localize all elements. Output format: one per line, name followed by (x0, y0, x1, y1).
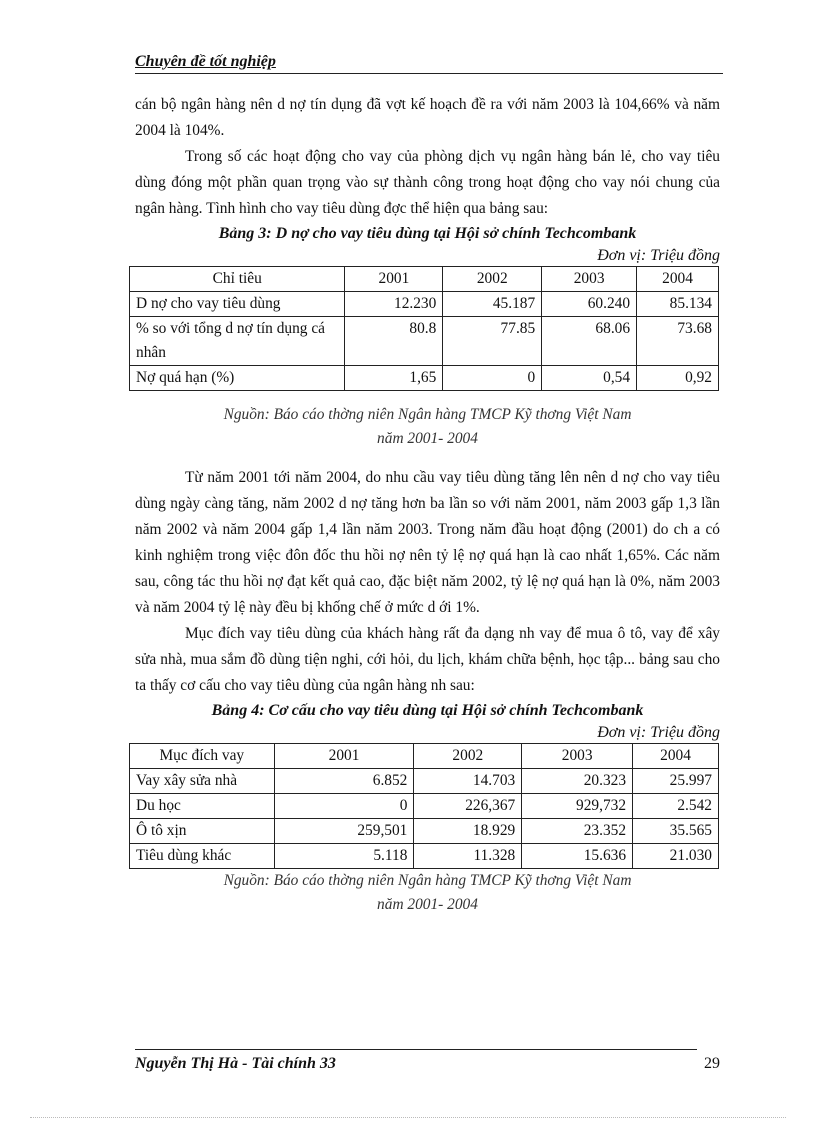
table-header-cell: 2004 (633, 744, 719, 769)
table-header-cell: 2004 (637, 267, 719, 292)
table4-source-years: năm 2001- 2004 (377, 896, 478, 913)
table-row (130, 844, 719, 869)
page-footer (135, 1053, 720, 1075)
table-cell: 12.230 (345, 292, 443, 317)
table-cell: 5.118 (274, 844, 414, 869)
table-cell: 80.8 (345, 317, 443, 366)
table-row (130, 366, 719, 391)
table-cell: 73.68 (637, 317, 719, 366)
table-cell: Nợ quá hạn (%) (130, 366, 345, 391)
table3-unit: Đơn vị: Triệu đồng (597, 247, 720, 264)
table4-unit: Đơn vị: Triệu đồng (597, 724, 720, 741)
table-cell: Tiêu dùng khác (130, 844, 275, 869)
table-header-row (130, 744, 719, 769)
footer-author: Nguyễn Thị Hà - Tài chính 33 (135, 1055, 336, 1072)
table-cell: 1,65 (345, 366, 443, 391)
table-header-cell: 2001 (274, 744, 414, 769)
table-cell: 20.323 (522, 769, 633, 794)
table-row (130, 819, 719, 844)
page-header (135, 52, 723, 74)
table-cell: 259,501 (274, 819, 414, 844)
table-cell: 77.85 (443, 317, 542, 366)
paragraph: cán bộ ngân hàng nên d nợ tín dụng đã vợt kế hoạch đề ra với năm 2003 là 104,66% và năm 2004 là 104%. (135, 96, 720, 139)
page-body (135, 92, 720, 917)
table-cell: 25.997 (633, 769, 719, 794)
table-cell: 11.328 (414, 844, 522, 869)
table-cell: 21.030 (633, 844, 719, 869)
table-cell: 35.565 (633, 819, 719, 844)
table-header-cell: Mục đích vay (130, 744, 275, 769)
table-cell: 60.240 (542, 292, 637, 317)
table-cell: 0 (443, 366, 542, 391)
table-cell: 929,732 (522, 794, 633, 819)
table-row (130, 292, 719, 317)
table-cell: 45.187 (443, 292, 542, 317)
table-cell: 0,92 (637, 366, 719, 391)
paragraph: Trong số các hoạt động cho vay của phòng dịch vụ ngân hàng bán lẻ, cho vay tiêu dùng đóng một phần quan trọng vào sự thành công trong hoạt động cho vay nói chung của ngân hàng. Tình hình cho vay tiêu dùng đợc thể hiện qua bảng sau: (135, 148, 720, 217)
table-cell: 85.134 (637, 292, 719, 317)
table-row (130, 769, 719, 794)
table-header-cell: 2001 (345, 267, 443, 292)
table-header-row (130, 267, 719, 292)
table-cell: D nợ cho vay tiêu dùng (130, 292, 345, 317)
table4-title: Bảng 4: Cơ cấu cho vay tiêu dùng tại Hội sở chính Techcombank (211, 702, 644, 719)
table-cell: 226,367 (414, 794, 522, 819)
table-header-cell: 2002 (414, 744, 522, 769)
table-cell: 14.703 (414, 769, 522, 794)
table-cell: 0,54 (542, 366, 637, 391)
table-cell: Ô tô xịn (130, 819, 275, 844)
table-header-cell: 2003 (522, 744, 633, 769)
table-header-cell: 2003 (542, 267, 637, 292)
table4-source: Nguồn: Báo cáo thờng niên Ngân hàng TMCP Kỹ thơng Việt Nam (223, 872, 632, 889)
table-header-cell: 2002 (443, 267, 542, 292)
table-header-cell: Chỉ tiêu (130, 267, 345, 292)
table-cell: 68.06 (542, 317, 637, 366)
page-number: 29 (704, 1055, 720, 1072)
table-cell: Du học (130, 794, 275, 819)
paragraph: Mục đích vay tiêu dùng của khách hàng rất đa dạng nh vay để mua ô tô, vay để xây sửa nhà, mua sắm đồ dùng tiện nghi, cới hỏi, du lịch, khám chữa bệnh, học tập... bảng sau cho ta thấy cơ cấu cho vay tiêu dùng của ngân hàng nh sau: (135, 625, 720, 694)
table3-source: Nguồn: Báo cáo thờng niên Ngân hàng TMCP Kỹ thơng Việt Nam (223, 406, 632, 423)
table3-title: Bảng 3: D nợ cho vay tiêu dùng tại Hội sở chính Techcombank (218, 225, 637, 242)
header-title: Chuyên đề tốt nghiệp (135, 53, 276, 70)
table3-source-years: năm 2001- 2004 (377, 430, 478, 447)
table-cell: Vay xây sửa nhà (130, 769, 275, 794)
table3 (129, 266, 719, 391)
table-cell: % so với tổng d nợ tín dụng cá nhân (130, 317, 345, 366)
table-cell: 0 (274, 794, 414, 819)
table-cell: 6.852 (274, 769, 414, 794)
page-bottom-divider (30, 1117, 786, 1118)
table-cell: 15.636 (522, 844, 633, 869)
footer-divider (135, 1049, 697, 1050)
table-row (130, 317, 719, 366)
table-cell: 2.542 (633, 794, 719, 819)
table4 (129, 743, 719, 869)
paragraph: Từ năm 2001 tới năm 2004, do nhu cầu vay tiêu dùng tăng lên nên d nợ cho vay tiêu dùng ngày càng tăng, năm 2002 d nợ tăng hơn ba lần so với năm 2001, năm 2003 gấp 1,3 lần năm 2002 và năm 2004 gấp 1,4 lần năm 2003. Trong năm đầu hoạt động (2001) do ch a có kinh nghiệm trong việc đôn đốc thu hồi nợ nên tỷ lệ nợ quá hạn là cao nhất 1,65%. Các năm sau, công tác thu hồi nợ đạt kết quả cao, đặc biệt năm 2002, tỷ lệ nợ quá hạn là 0%, năm 2003 và năm 2004 tỷ lệ này đều bị khống chế ở mức d ới 1%. (135, 469, 720, 616)
table-cell: 23.352 (522, 819, 633, 844)
table-row (130, 794, 719, 819)
table-cell: 18.929 (414, 819, 522, 844)
